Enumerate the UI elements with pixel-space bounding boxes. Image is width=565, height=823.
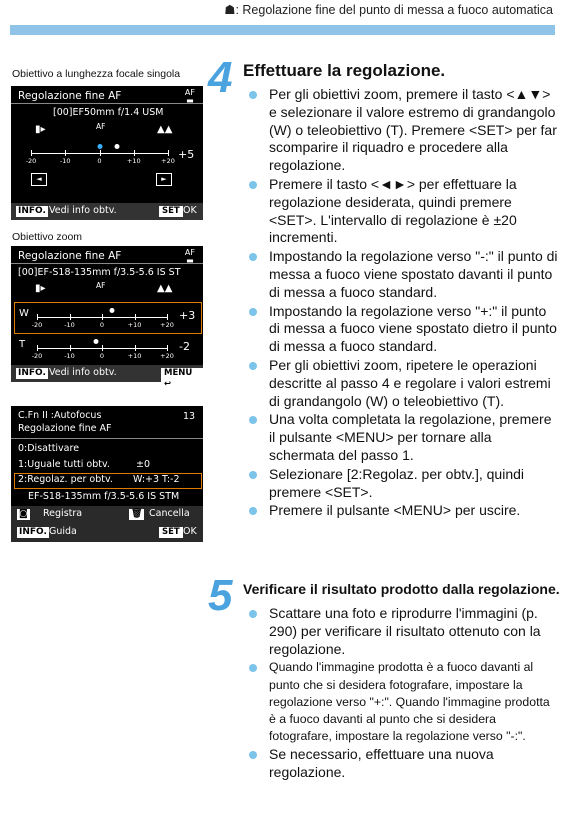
list-item: Premere il tasto <◄►> per effettuare la regolazione desiderata, quindi premere <SET>. L'intervallo di regolazione è ±20 incrementi. xyxy=(246,176,558,247)
camera-screen-zoom xyxy=(11,246,203,389)
tick-label: -10 xyxy=(64,352,75,360)
value-marker xyxy=(114,144,119,149)
info-button[interactable]: INFO. xyxy=(18,368,46,378)
set-button[interactable]: SET xyxy=(159,527,183,538)
list-item: Quando l'immagine prodotta è a fuoco davanti al punto che si desidera fotografare, impostare la regolazione verso "+:". Quando l'immagine prodotta è a fuoco davanti al punto che si desidera fotografare, impostare la regolazione verso "-:". xyxy=(246,659,558,745)
list-item: Se necessario, effettuare una nuova regolazione. xyxy=(246,746,558,782)
info-button[interactable]: INFO. xyxy=(19,527,47,537)
cancel-label[interactable]: Cancella xyxy=(149,508,190,519)
list-item: Premere il pulsante <MENU> per uscire. xyxy=(246,502,558,520)
list-item: Per gli obiettivi zoom, ripetere le operazioni descritte al passo 4 e regolare i valori estremi di grandangolo (W) o teleobiettivo (T). xyxy=(246,357,558,410)
af-fine-tune-icon: AF ▬ xyxy=(184,88,195,105)
header-bar xyxy=(10,25,555,35)
option-all-lenses-value: ±0 xyxy=(136,459,151,470)
tick-label: +20 xyxy=(160,352,174,360)
t-value: -2 xyxy=(179,340,190,353)
step-5-list xyxy=(246,605,558,783)
camera-screen-single xyxy=(11,86,203,220)
camera-screen-cfn xyxy=(11,406,203,542)
guide-label: Guida xyxy=(49,526,77,537)
info-text: Vedi info obtv. xyxy=(49,367,117,378)
near-icon: ▮▸ xyxy=(35,124,46,135)
tick-label: -20 xyxy=(25,157,37,165)
w-label: W xyxy=(19,308,29,319)
step-4-number: 4 xyxy=(208,53,233,102)
tick-label: 0 xyxy=(99,321,105,329)
menu-button-label: MENU xyxy=(164,368,193,378)
tick-label: +20 xyxy=(161,157,175,165)
left-arrow-icon[interactable]: ◄ xyxy=(31,173,47,186)
w-scale xyxy=(31,312,174,329)
divider xyxy=(11,263,203,264)
cfn-subtitle: Regolazione fine AF xyxy=(18,423,112,434)
lens-name: EF-S18-135mm f/3.5-5.6 IS STM xyxy=(28,491,180,502)
af-label: AF xyxy=(96,122,106,131)
step-4-title: Effettuare la regolazione. xyxy=(243,61,446,80)
near-icon: ▮▸ xyxy=(35,283,46,294)
register-label[interactable]: Registra xyxy=(43,508,83,519)
caption-single-lens: Obiettivo a lunghezza focale singola xyxy=(12,68,181,80)
list-item: Una volta completata la regolazione, premere il pulsante <MENU> per tornare alla schermata del passo 1. xyxy=(246,411,558,464)
tick-label: -10 xyxy=(64,321,75,329)
list-item: Impostando la regolazione verso "-:" il punto di messa a fuoco viene spostato davanti il punto di messa a fuoco standard. xyxy=(246,248,558,301)
set-button[interactable]: SET xyxy=(159,206,183,217)
option-per-lens-value: W:+3 T:-2 xyxy=(133,474,180,485)
far-icon: ▲▲ xyxy=(157,283,173,294)
right-arrow-icon[interactable]: ► xyxy=(156,173,172,186)
divider xyxy=(11,103,203,104)
step-5-number: 5 xyxy=(208,571,233,620)
menu-button[interactable] xyxy=(161,368,203,390)
trash-icon[interactable]: 🗑 xyxy=(131,509,143,519)
lens-name: [00]EF50mm f/1.4 USM xyxy=(53,107,164,118)
w-value-marker xyxy=(109,308,114,313)
list-item: Impostando la regolazione verso "+:" il punto di messa a fuoco viene spostato dietro il punto di messa a fuoco standard. xyxy=(246,303,558,356)
option-disable[interactable]: 0:Disattivare xyxy=(18,443,80,454)
t-scale xyxy=(31,343,174,360)
lens-name: [00]EF-S18-135mm f/3.5-5.6 IS ST xyxy=(18,267,181,278)
fine-tune-scale xyxy=(25,148,175,165)
tick-label: -10 xyxy=(59,157,71,165)
divider xyxy=(11,438,203,439)
tick-label: 0 xyxy=(99,352,105,360)
option-per-lens[interactable]: 2:Regolaz. per obtv. xyxy=(18,474,113,485)
screen-title: Regolazione fine AF xyxy=(18,90,122,102)
cfn-page-number: 13 xyxy=(183,411,196,422)
tick-label: +10 xyxy=(127,321,142,329)
caption-zoom-lens: Obiettivo zoom xyxy=(12,231,83,243)
t-label: T xyxy=(19,339,26,350)
w-value: +3 xyxy=(179,309,196,322)
cfn-title: C.Fn II :Autofocus xyxy=(18,410,102,421)
t-value-marker xyxy=(93,339,98,344)
tick-label: -20 xyxy=(31,352,43,360)
tick-label: -20 xyxy=(31,321,43,329)
ok-label: OK xyxy=(183,526,197,537)
step-4-list xyxy=(246,86,558,521)
adjust-value: +5 xyxy=(178,148,195,161)
af-fine-tune-icon: AF ▬ xyxy=(184,248,195,265)
screen-title: Regolazione fine AF xyxy=(18,250,122,262)
tick-label: +20 xyxy=(160,321,174,329)
tick-label: 0 xyxy=(97,157,102,165)
tick-label: +10 xyxy=(127,352,142,360)
list-item: Scattare una foto e riprodurre l'immagini (p. 290) per verificare il risultato ottenuto con la regolazione. xyxy=(246,605,558,658)
tick-label: +10 xyxy=(126,157,141,165)
camera-menu-icon: ☗ xyxy=(224,3,236,17)
page-header-title: : Regolazione fine del punto di messa a fuoco automatica xyxy=(235,3,553,17)
ok-label: OK xyxy=(183,205,197,216)
page-header xyxy=(224,2,553,17)
info-button[interactable]: INFO. xyxy=(18,206,46,216)
list-item: Per gli obiettivi zoom, premere il tasto <▲▼> e selezionare il valore estremo di grandangolo (W) o teleobiettivo (T). Premere <SET> per far scomparire il riquadro e procedere alla regolazione. xyxy=(246,86,558,175)
return-icon: ↩ xyxy=(164,379,172,389)
list-item: Selezionare [2:Regolaz. per obtv.], quindi premere <SET>. xyxy=(246,466,558,502)
info-text: Vedi info obtv. xyxy=(49,205,117,216)
af-label: AF xyxy=(96,281,106,290)
step-5-title: Verificare il risultato prodotto dalla regolazione. xyxy=(243,581,560,597)
option-all-lenses[interactable]: 1:Uguale tutti obtv. xyxy=(18,459,110,470)
far-icon: ▲▲ xyxy=(157,124,173,135)
center-marker xyxy=(97,144,102,149)
image-button-icon[interactable]: ◙ xyxy=(19,509,28,519)
